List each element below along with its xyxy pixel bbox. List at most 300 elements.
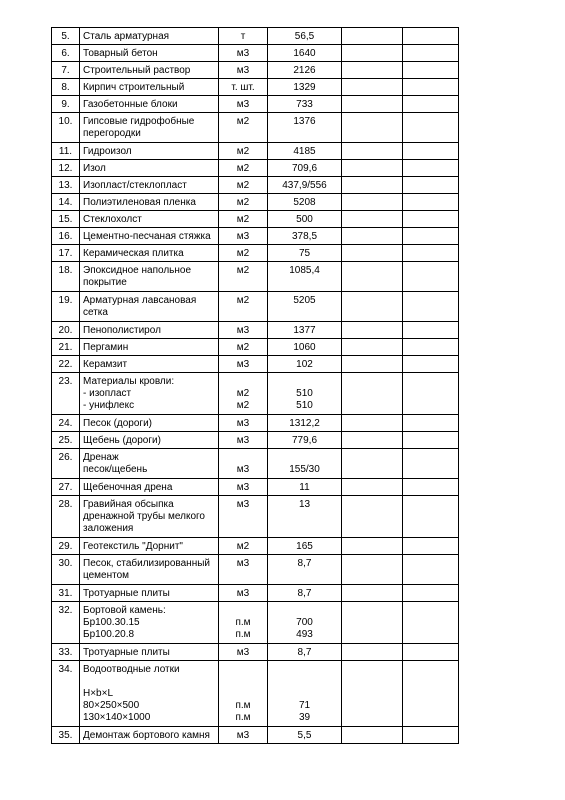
- empty-cell: [342, 602, 403, 644]
- quantity-line: 8,7: [297, 588, 312, 599]
- row-number-text: 26.: [58, 452, 73, 463]
- table-row: [52, 245, 459, 262]
- material-name-line: заложения: [83, 523, 134, 534]
- quantity-line: 1312,2: [289, 418, 320, 429]
- empty-cell: [403, 479, 459, 496]
- empty-cell: [342, 160, 403, 177]
- empty-cell: [403, 585, 459, 602]
- row-number-text: 20.: [58, 325, 73, 336]
- unit-line: [222, 676, 264, 688]
- row-number: [52, 585, 80, 602]
- material-name-cell: [80, 62, 219, 79]
- unit-cell: [219, 415, 268, 432]
- material-name-line: Бортовой камень:: [83, 605, 166, 616]
- empty-cell: [403, 432, 459, 449]
- unit-cell: [219, 160, 268, 177]
- material-name-line: Кирпич строительный: [83, 82, 185, 93]
- empty-cell: [403, 356, 459, 373]
- empty-cell: [342, 262, 403, 292]
- quantity-line: 5205: [293, 295, 316, 306]
- quantity-line: 11: [299, 482, 310, 493]
- unit-line: м3: [236, 99, 250, 110]
- empty-cell: [403, 113, 459, 143]
- material-name-line: Эпоксидное напольное: [83, 265, 192, 276]
- row-number: [52, 356, 80, 373]
- unit-line: п.м: [235, 712, 251, 723]
- empty-cell: [342, 339, 403, 356]
- material-name-cell: [80, 432, 219, 449]
- material-name-cell: [80, 373, 219, 415]
- unit-line: [222, 605, 264, 617]
- unit-line: м2: [236, 342, 250, 353]
- empty-cell: [403, 96, 459, 113]
- row-number-text: 12.: [58, 163, 73, 174]
- material-name-line: Газобетонные блоки: [83, 99, 178, 110]
- row-number: [52, 96, 80, 113]
- material-name-line: - унифлекс: [83, 400, 135, 411]
- row-number-text: 22.: [58, 359, 73, 370]
- empty-cell: [342, 79, 403, 96]
- empty-cell: [342, 585, 403, 602]
- quantity-cell: [268, 339, 342, 356]
- table-row: [52, 113, 459, 143]
- row-number-text: 5.: [61, 31, 70, 42]
- row-number-text: 23.: [58, 376, 73, 387]
- table-row: [52, 322, 459, 339]
- quantity-line: 1376: [293, 116, 316, 127]
- unit-cell: [219, 194, 268, 211]
- unit-line: п.м: [235, 617, 251, 628]
- quantity-cell: [268, 113, 342, 143]
- quantity-cell: [268, 62, 342, 79]
- quantity-line: [271, 605, 338, 617]
- material-name-line: Стеклохолст: [83, 214, 142, 225]
- row-number: [52, 322, 80, 339]
- row-number: [52, 538, 80, 555]
- unit-cell: [219, 79, 268, 96]
- row-number: [52, 661, 80, 727]
- material-name-line: сетка: [83, 307, 108, 318]
- material-name-line: Тротуарные плиты: [83, 647, 170, 658]
- row-number: [52, 177, 80, 194]
- unit-line: м3: [236, 325, 250, 336]
- row-number-text: 35.: [58, 730, 73, 741]
- material-name-cell: [80, 479, 219, 496]
- unit-cell: [219, 143, 268, 160]
- quantity-cell: [268, 727, 342, 744]
- unit-line: м3: [236, 231, 250, 242]
- empty-cell: [342, 292, 403, 322]
- empty-cell: [342, 143, 403, 160]
- quantity-line: 56,5: [294, 31, 315, 42]
- quantity-line: 71: [298, 700, 311, 711]
- empty-cell: [342, 415, 403, 432]
- quantity-line: 1377: [293, 325, 316, 336]
- unit-cell: [219, 96, 268, 113]
- material-name-line: Гравийная обсыпка: [83, 499, 174, 510]
- quantity-line: 165: [296, 541, 313, 552]
- table-row: [52, 143, 459, 160]
- material-name-cell: [80, 555, 219, 585]
- materials-table-body: [52, 28, 459, 744]
- empty-cell: [403, 449, 459, 479]
- material-name-cell: [80, 602, 219, 644]
- material-name-line: 130×140×1000: [83, 712, 151, 723]
- material-name-cell: [80, 415, 219, 432]
- row-number-text: 25.: [58, 435, 73, 446]
- material-name-line: Дренаж: [83, 452, 119, 463]
- table-row: [52, 262, 459, 292]
- quantity-cell: [268, 356, 342, 373]
- table-row: [52, 339, 459, 356]
- row-number-text: 28.: [58, 499, 73, 510]
- material-name-cell: [80, 727, 219, 744]
- materials-table: [51, 27, 459, 744]
- empty-cell: [342, 449, 403, 479]
- material-name-cell: [80, 262, 219, 292]
- row-number: [52, 45, 80, 62]
- empty-cell: [403, 45, 459, 62]
- table-row: [52, 373, 459, 415]
- unit-line: т. шт.: [231, 82, 255, 93]
- unit-line: м3: [236, 464, 250, 475]
- unit-cell: [219, 602, 268, 644]
- empty-cell: [403, 555, 459, 585]
- unit-line: м3: [236, 588, 250, 599]
- material-name-line: Бр100.30.15: [83, 617, 140, 628]
- empty-cell: [342, 479, 403, 496]
- material-name-line: Щебеночная дрена: [83, 482, 173, 493]
- quantity-cell: [268, 661, 342, 727]
- quantity-cell: [268, 496, 342, 538]
- unit-cell: [219, 262, 268, 292]
- unit-line: м2: [236, 180, 250, 191]
- table-row: [52, 194, 459, 211]
- table-row: [52, 538, 459, 555]
- row-number-text: 9.: [61, 99, 70, 110]
- row-number: [52, 160, 80, 177]
- empty-cell: [342, 496, 403, 538]
- material-name-line: Щебень (дороги): [83, 435, 161, 446]
- quantity-cell: [268, 322, 342, 339]
- empty-cell: [403, 262, 459, 292]
- unit-line: м2: [236, 541, 250, 552]
- quantity-line: [271, 664, 338, 676]
- row-number: [52, 644, 80, 661]
- unit-line: м2: [236, 163, 250, 174]
- quantity-line: 733: [296, 99, 313, 110]
- material-name-line: Сталь арматурная: [83, 31, 170, 42]
- unit-cell: [219, 322, 268, 339]
- material-name-cell: [80, 356, 219, 373]
- quantity-cell: [268, 45, 342, 62]
- empty-cell: [342, 661, 403, 727]
- unit-cell: [219, 177, 268, 194]
- table-row: [52, 28, 459, 45]
- table-row: [52, 292, 459, 322]
- material-name-line: Полиэтиленовая пленка: [83, 197, 196, 208]
- empty-cell: [403, 245, 459, 262]
- material-name-line: покрытие: [83, 277, 127, 288]
- row-number-text: 24.: [58, 418, 73, 429]
- material-name-line: Керамзит: [83, 359, 128, 370]
- unit-cell: [219, 45, 268, 62]
- empty-cell: [342, 62, 403, 79]
- row-number: [52, 496, 80, 538]
- unit-line: [222, 664, 264, 676]
- material-name-line: Тротуарные плиты: [83, 588, 170, 599]
- table-row: [52, 79, 459, 96]
- quantity-cell: [268, 211, 342, 228]
- material-name-line: Гипсовые гидрофобные: [83, 116, 195, 127]
- table-row: [52, 496, 459, 538]
- row-number-text: 30.: [58, 558, 73, 569]
- row-number-text: 16.: [58, 231, 73, 242]
- quantity-line: 493: [296, 629, 313, 640]
- row-number-text: 14.: [58, 197, 73, 208]
- quantity-cell: [268, 415, 342, 432]
- empty-cell: [403, 496, 459, 538]
- quantity-line: 102: [296, 359, 313, 370]
- empty-cell: [342, 113, 403, 143]
- unit-cell: [219, 449, 268, 479]
- empty-cell: [403, 602, 459, 644]
- row-number-text: 8.: [61, 82, 70, 93]
- row-number: [52, 228, 80, 245]
- quantity-line: 1640: [293, 48, 316, 59]
- unit-cell: [219, 292, 268, 322]
- table-row: [52, 449, 459, 479]
- unit-line: м3: [236, 435, 250, 446]
- table-row: [52, 211, 459, 228]
- table-row: [52, 228, 459, 245]
- unit-cell: [219, 62, 268, 79]
- row-number: [52, 292, 80, 322]
- row-number-text: 31.: [58, 588, 73, 599]
- quantity-cell: [268, 96, 342, 113]
- unit-line: м2: [236, 146, 250, 157]
- unit-line: м3: [236, 65, 250, 76]
- row-number: [52, 79, 80, 96]
- table-row: [52, 415, 459, 432]
- quantity-line: 75: [298, 248, 311, 259]
- unit-line: [222, 376, 264, 388]
- quantity-line: 700: [296, 617, 313, 628]
- material-name-cell: [80, 228, 219, 245]
- unit-line: м3: [236, 730, 250, 741]
- material-name-cell: [80, 322, 219, 339]
- table-row: [52, 585, 459, 602]
- row-number: [52, 339, 80, 356]
- quantity-cell: [268, 245, 342, 262]
- empty-cell: [403, 228, 459, 245]
- empty-cell: [342, 555, 403, 585]
- quantity-line: 39: [298, 712, 311, 723]
- quantity-cell: [268, 194, 342, 211]
- material-name-line: Демонтаж бортового камня: [83, 730, 210, 741]
- unit-line: м2: [236, 265, 250, 276]
- empty-cell: [342, 211, 403, 228]
- unit-cell: [219, 245, 268, 262]
- empty-cell: [403, 644, 459, 661]
- row-number: [52, 245, 80, 262]
- material-name-line: Товарный бетон: [83, 48, 158, 59]
- unit-line: м2: [236, 248, 250, 259]
- material-name-line: Песок (дороги): [83, 418, 152, 429]
- material-name-line: Цементно-песчаная стяжка: [83, 231, 211, 242]
- row-number: [52, 62, 80, 79]
- material-name-line: цементом: [83, 570, 130, 581]
- material-name-cell: [80, 143, 219, 160]
- material-name-line: перегородки: [83, 128, 141, 139]
- unit-cell: [219, 339, 268, 356]
- row-number: [52, 555, 80, 585]
- unit-cell: [219, 727, 268, 744]
- quantity-line: 1329: [293, 82, 316, 93]
- unit-cell: [219, 661, 268, 727]
- material-name-cell: [80, 211, 219, 228]
- empty-cell: [403, 62, 459, 79]
- empty-cell: [403, 211, 459, 228]
- quantity-cell: [268, 585, 342, 602]
- quantity-cell: [268, 160, 342, 177]
- empty-cell: [342, 228, 403, 245]
- unit-cell: [219, 538, 268, 555]
- unit-line: м3: [236, 558, 250, 569]
- quantity-line: 1060: [293, 342, 316, 353]
- row-number-text: 10.: [58, 116, 73, 127]
- material-name-line: Изол: [83, 163, 106, 174]
- quantity-cell: [268, 28, 342, 45]
- quantity-cell: [268, 373, 342, 415]
- unit-line: м2: [236, 197, 250, 208]
- empty-cell: [403, 661, 459, 727]
- row-number: [52, 28, 80, 45]
- row-number-text: 13.: [58, 180, 73, 191]
- row-number: [52, 479, 80, 496]
- empty-cell: [342, 245, 403, 262]
- table-row: [52, 177, 459, 194]
- quantity-cell: [268, 538, 342, 555]
- quantity-line: [271, 676, 338, 688]
- table-row: [52, 160, 459, 177]
- empty-cell: [403, 292, 459, 322]
- empty-cell: [403, 79, 459, 96]
- quantity-line: [271, 376, 338, 388]
- material-name-line: Пенополистирол: [83, 325, 161, 336]
- quantity-line: 4185: [293, 146, 316, 157]
- unit-cell: [219, 28, 268, 45]
- empty-cell: [403, 339, 459, 356]
- empty-cell: [403, 322, 459, 339]
- unit-line: м3: [236, 647, 250, 658]
- quantity-line: 437,9/556: [282, 180, 327, 191]
- quantity-line: 779,6: [291, 435, 318, 446]
- material-name-cell: [80, 496, 219, 538]
- unit-cell: [219, 585, 268, 602]
- row-number-text: 6.: [61, 48, 70, 59]
- empty-cell: [342, 45, 403, 62]
- material-name-cell: [80, 96, 219, 113]
- row-number-text: 11.: [58, 146, 73, 157]
- row-number: [52, 727, 80, 744]
- quantity-cell: [268, 79, 342, 96]
- quantity-line: 2126: [293, 65, 316, 76]
- unit-cell: [219, 113, 268, 143]
- row-number-text: 19.: [58, 295, 73, 306]
- quantity-cell: [268, 432, 342, 449]
- row-number-text: 29.: [58, 541, 73, 552]
- material-name-cell: [80, 644, 219, 661]
- quantity-cell: [268, 479, 342, 496]
- empty-cell: [403, 415, 459, 432]
- empty-cell: [342, 28, 403, 45]
- unit-line: м3: [236, 359, 250, 370]
- material-name-cell: [80, 160, 219, 177]
- material-name-line: Материалы кровли:: [83, 376, 175, 387]
- unit-line: [222, 688, 264, 700]
- table-row: [52, 602, 459, 644]
- unit-cell: [219, 373, 268, 415]
- empty-cell: [403, 373, 459, 415]
- row-number-text: 34.: [58, 664, 73, 675]
- quantity-line: 155/30: [289, 464, 320, 475]
- row-number-text: 33.: [58, 647, 73, 658]
- quantity-line: 1085,4: [289, 265, 320, 276]
- quantity-line: [271, 688, 338, 700]
- unit-cell: [219, 211, 268, 228]
- material-name-cell: [80, 245, 219, 262]
- empty-cell: [342, 177, 403, 194]
- unit-line: п.м: [235, 629, 251, 640]
- row-number: [52, 432, 80, 449]
- unit-line: м3: [236, 48, 250, 59]
- quantity-line: 8,7: [297, 558, 312, 569]
- row-number: [52, 602, 80, 644]
- material-name-cell: [80, 28, 219, 45]
- quantity-cell: [268, 602, 342, 644]
- unit-cell: [219, 496, 268, 538]
- empty-cell: [342, 96, 403, 113]
- row-number: [52, 143, 80, 160]
- empty-cell: [403, 160, 459, 177]
- material-name-cell: [80, 292, 219, 322]
- material-name-line: Строительный раствор: [83, 65, 191, 76]
- material-name-line: Гидроизол: [83, 146, 132, 157]
- quantity-cell: [268, 555, 342, 585]
- quantity-line: 510: [296, 388, 313, 399]
- row-number: [52, 262, 80, 292]
- row-number: [52, 211, 80, 228]
- empty-cell: [342, 538, 403, 555]
- unit-line: м3: [236, 499, 250, 510]
- quantity-line: [271, 452, 338, 464]
- material-name-line: [83, 676, 215, 688]
- table-row: [52, 432, 459, 449]
- quantity-cell: [268, 262, 342, 292]
- material-name-line: 80×250×500: [83, 700, 140, 711]
- row-number: [52, 415, 80, 432]
- material-name-line: - изопласт: [83, 388, 132, 399]
- quantity-line: 500: [296, 214, 313, 225]
- material-name-cell: [80, 449, 219, 479]
- material-name-cell: [80, 45, 219, 62]
- table-row: [52, 555, 459, 585]
- quantity-cell: [268, 449, 342, 479]
- row-number: [52, 373, 80, 415]
- material-name-cell: [80, 585, 219, 602]
- quantity-cell: [268, 644, 342, 661]
